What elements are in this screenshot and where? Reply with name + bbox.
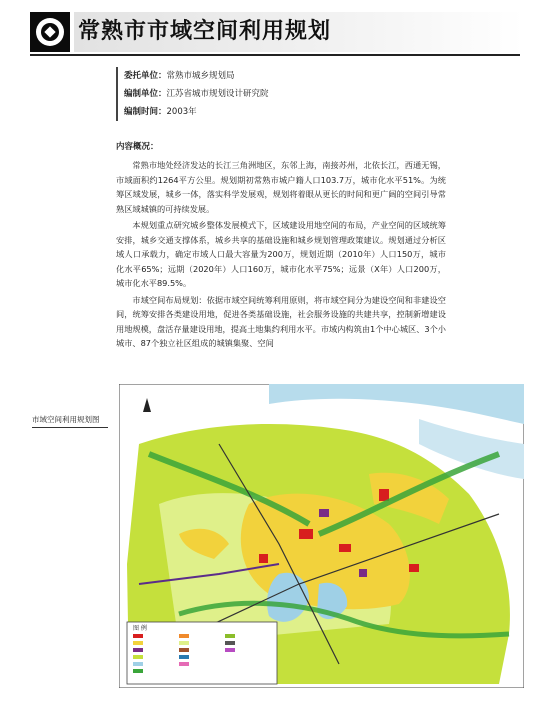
header-divider <box>30 54 520 56</box>
land-use-map <box>119 384 524 688</box>
legend-title: 图 例 <box>133 625 147 632</box>
meta-date: 编制时间：2003年 <box>124 107 197 117</box>
page-header <box>30 12 520 52</box>
meta-author: 编制单位：江苏省城市规划设计研究院 <box>124 89 269 99</box>
meta-client: 委托单位：常熟市城乡规划局 <box>124 71 235 81</box>
paragraph-1: 常熟市地处经济发达的长江三角洲地区，东邻上海，南接苏州，北依长江，西通无锡，市域面积约1264平方公里。规划期初常熟市城户籍人口103.7万，城市化水平51%。为统筹区域发展，城乡一体，落实科学发展观，规划将着眼从更长的时间和更广阔的空间引导常熟区域城镇的可持续发展。 <box>116 160 446 214</box>
logo-emblem-icon <box>30 12 70 52</box>
paragraph-3: 市域空间布局规划：依据市域空间统筹利用原则，将市域空间分为建设空间和非建设空间，统筹安排各类建设用地，促进各类基础设施，社会服务设施的共建共享，控制新增建设用地规模，盘活存量建设用地，提高土地集约利用水平。市域内构筑由1个中心城区、3个小城市、87个独立社区组成的城镇集聚、空间 <box>116 294 446 348</box>
map-image <box>119 384 524 688</box>
section-heading: 内容概况： <box>116 142 159 152</box>
figure-caption: 市域空间利用规划图 <box>32 414 108 428</box>
page-title: 常熟市市域空间利用规划 <box>74 12 524 52</box>
content-summary <box>116 140 446 353</box>
project-meta <box>116 67 424 121</box>
paragraph-2: 本规划重点研究城乡整体发展模式下，区域建设用地空间的布局，产业空间的区域统筹安排，城乡交通支撑体系，城乡共享的基础设施和城乡规划管理政策建议。规划通过分析区域人口承载力，确定市域人口最大容量为200万，规划近期（2010年）人口150万，城市化水平65%；远期（2020年）人口160万，城市化水平75%；远景（X年）人口200万，城市化水平89.5%。 <box>116 220 446 288</box>
